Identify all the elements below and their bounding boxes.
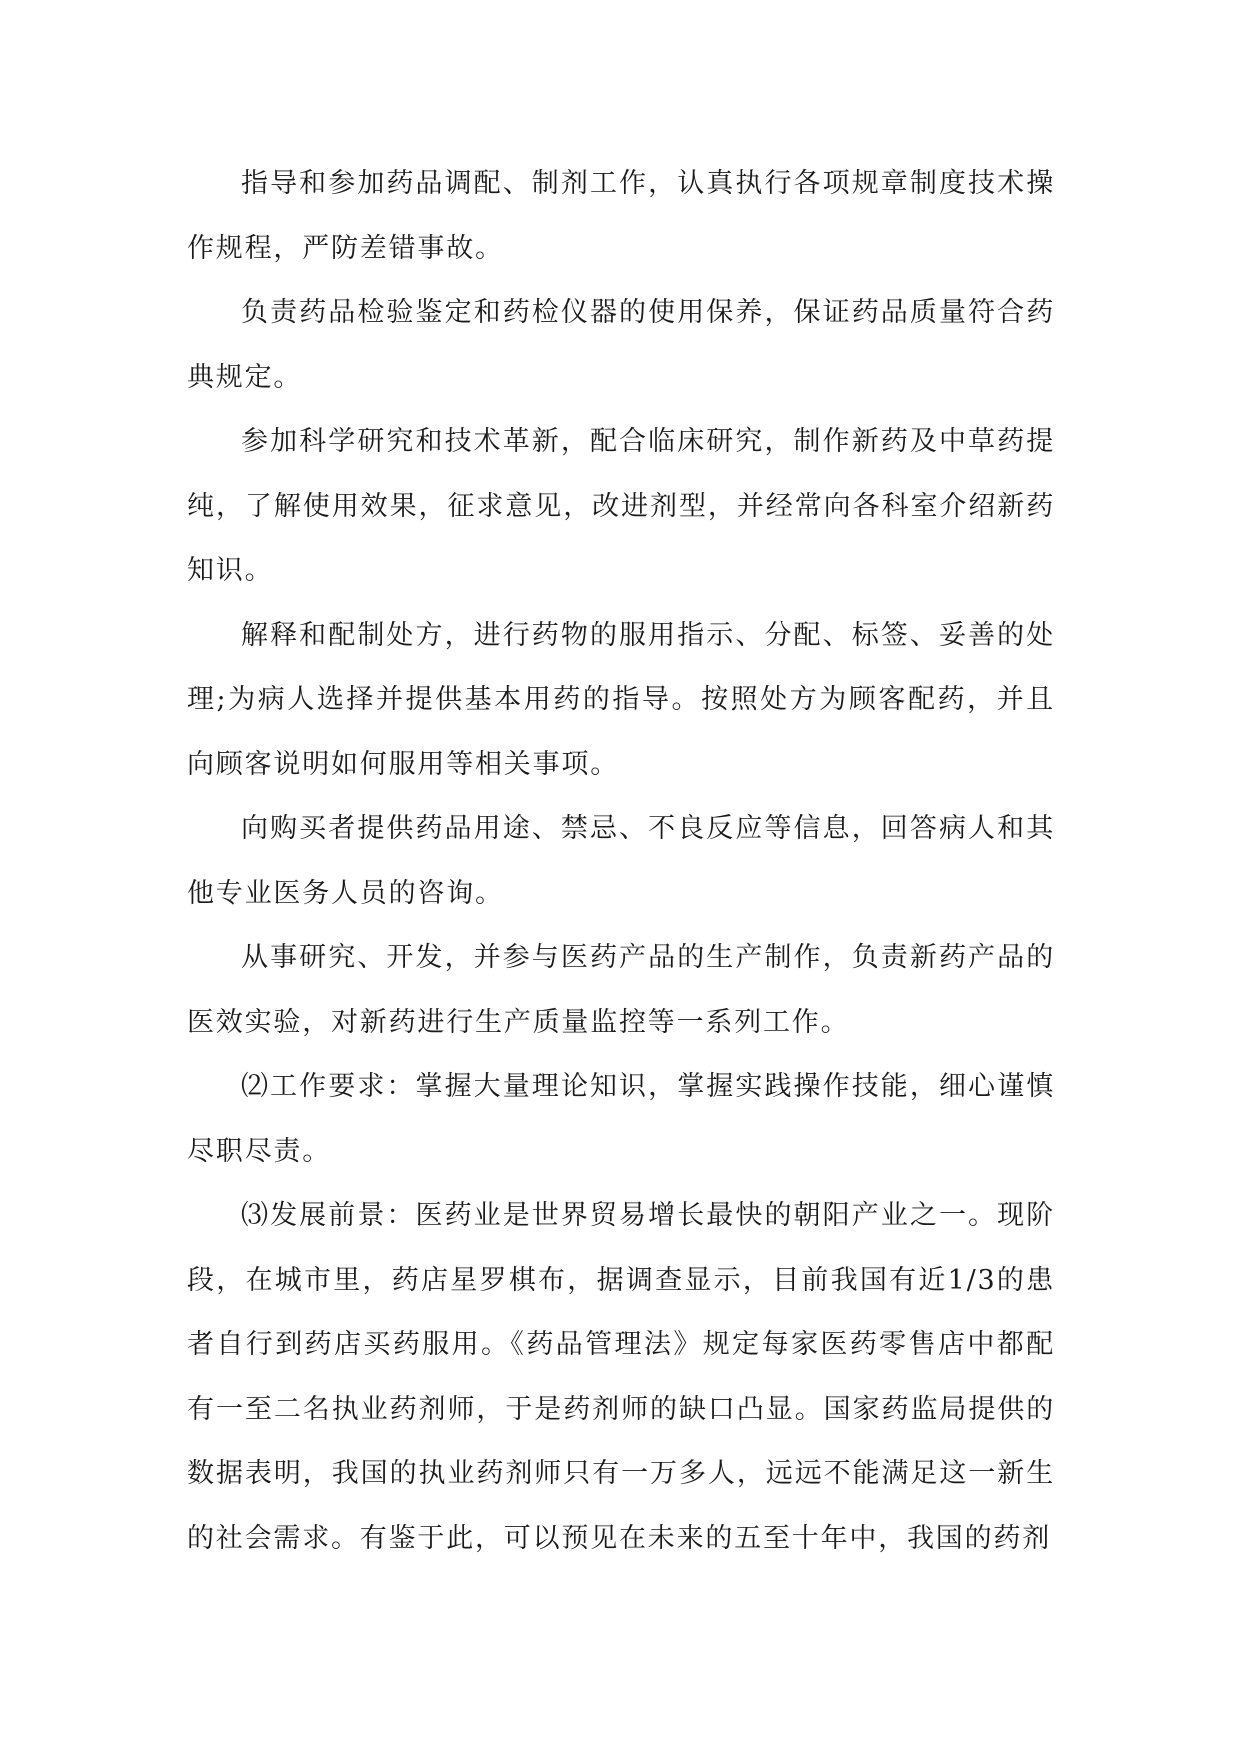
paragraph-research-innovation: 参加科学研究和技术革新，配合临床研究，制作新药及中草药提纯，了解使用效果，征求意见，改进剂型，并经常向各科室介绍新药知识。 xyxy=(187,426,1055,586)
paragraph-work-requirements: ⑵工作要求：掌握大量理论知识，掌握实践操作技能，细心谨慎尽职尽责。 xyxy=(187,1071,1055,1167)
paragraph-prescription-handling: 解释和配制处方，进行药物的服用指示、分配、标签、妥善的处理;为病人选择并提供基本用药的指导。按照处方为顾客配药，并且向顾客说明如何服用等相关事项。 xyxy=(187,619,1055,780)
paragraph-dispensing-duties: 指导和参加药品调配、制剂工作，认真执行各项规章制度技术操作规程，严防差错事故。 xyxy=(187,168,1055,264)
paragraph-development-prospects: ⑶发展前景：医药业是世界贸易增长最快的朝阳产业之一。现阶段，在城市里，药店星罗棋布，据调查显示，目前我国有近1/3的患者自行到药店买药服用。《药品管理法》规定每家医药零售店中都配有一至二名执业药剂师，于是药剂师的缺口凸显。国家药监局提供的数据表明，我国的执业药剂师只有一万多人，远远不能满足这一新生的社会需求。有鉴于此，可以预见在未来的五至十年中，我国的药剂 xyxy=(187,1200,1055,1554)
document-body xyxy=(187,152,1055,1571)
paragraph-consultation: 向购买者提供药品用途、禁忌、不良反应等信息，回答病人和其他专业医务人员的咨询。 xyxy=(187,813,1055,909)
paragraph-drug-inspection: 负责药品检验鉴定和药检仪器的使用保养，保证药品质量符合药典规定。 xyxy=(187,297,1055,393)
paragraph-research-development: 从事研究、开发，并参与医药产品的生产制作，负责新药产品的医效实验，对新药进行生产质量监控等一系列工作。 xyxy=(187,942,1055,1038)
